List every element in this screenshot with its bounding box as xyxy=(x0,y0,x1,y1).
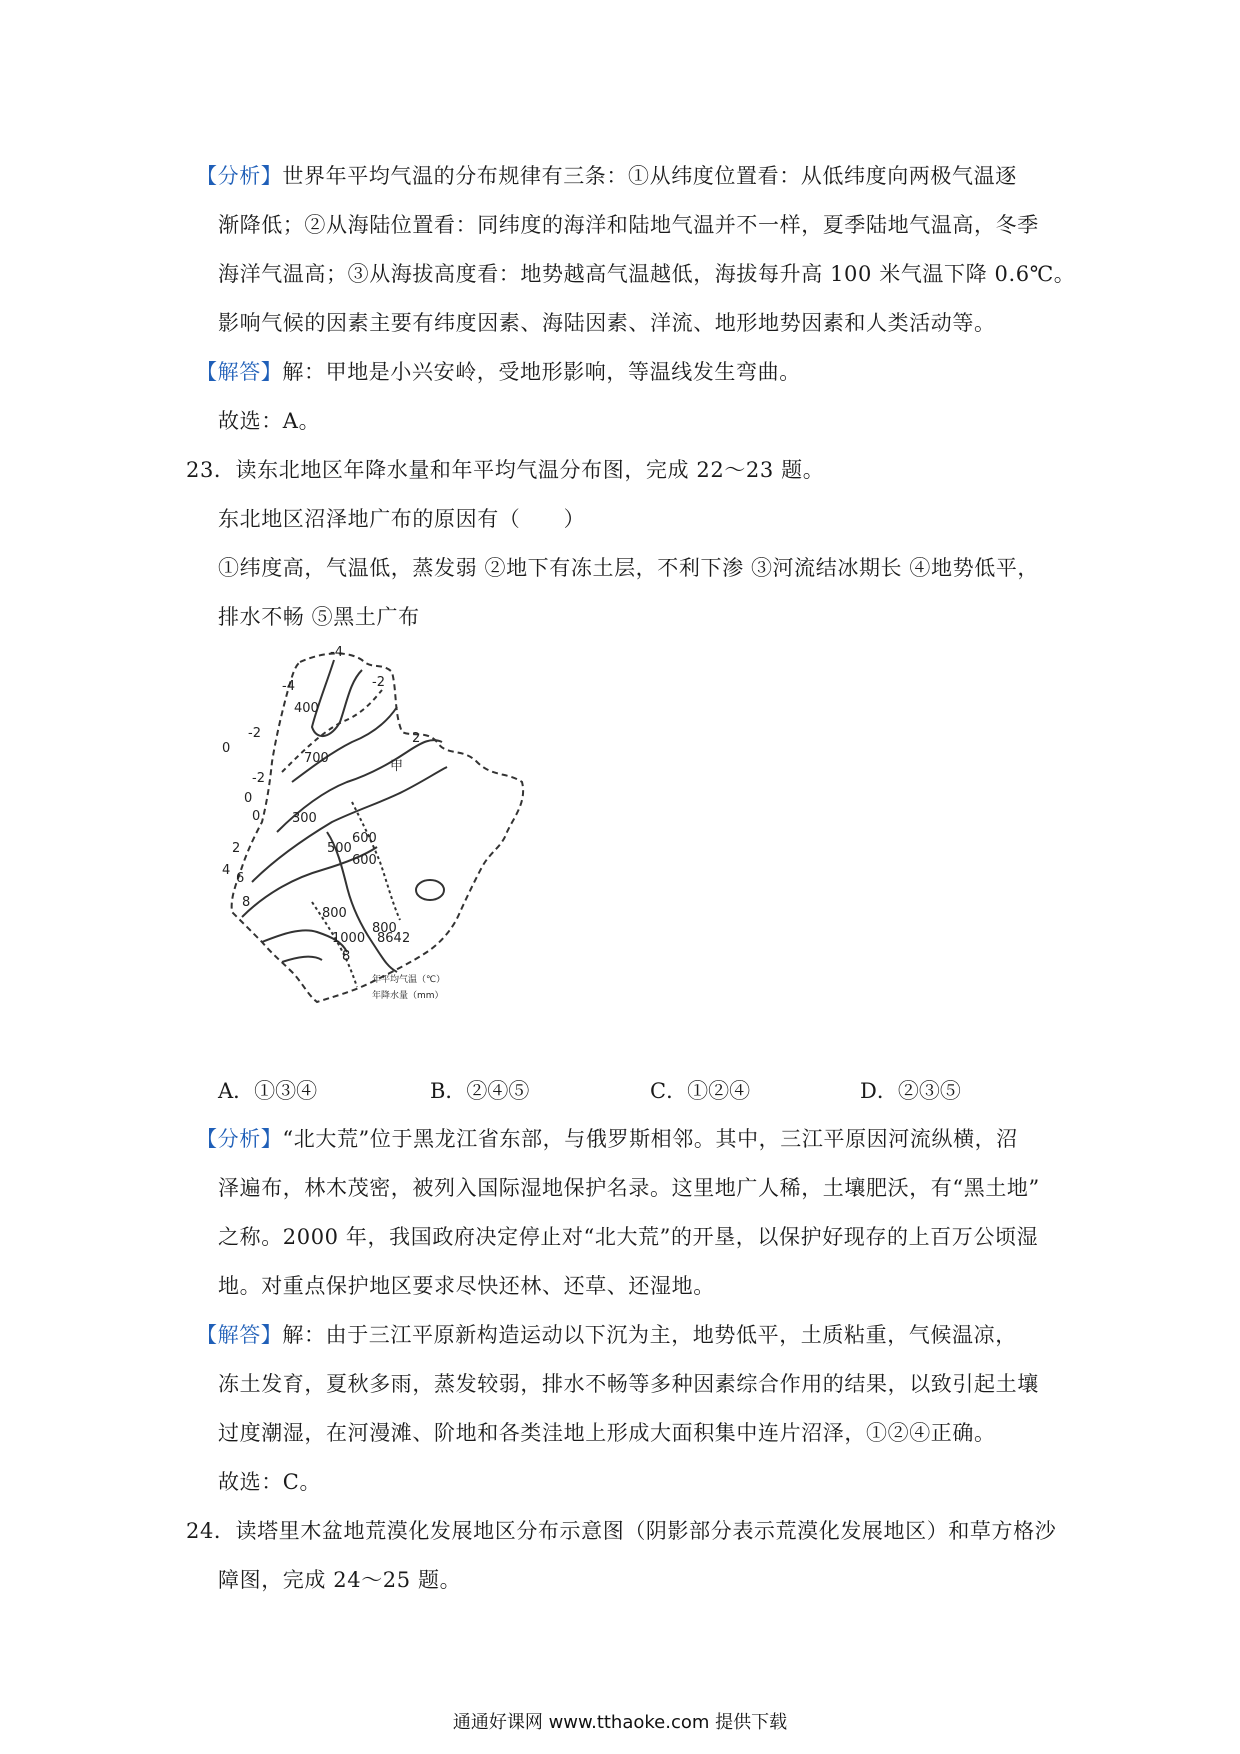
option-c: C．①②④ xyxy=(650,1079,751,1103)
analysis-paragraph-line: 泽遍布，林木茂密，被列入国际湿地保护名录。这里地广人稀，土壤肥沃，有“黑土地” xyxy=(218,1176,1040,1200)
analysis-paragraph-line: 渐降低；②从海陆位置看：同纬度的海洋和陆地气温并不一样，夏季陆地气温高，冬季 xyxy=(218,213,1039,237)
answer-paragraph-line: 冻土发育，夏秋多雨，蒸发较弱，排水不畅等多种因素综合作用的结果，以致引起土壤 xyxy=(218,1372,1039,1396)
map-label: 400 xyxy=(294,701,319,716)
map-label: 2 xyxy=(402,931,411,946)
answer-choice: 故选：A。 xyxy=(218,409,321,433)
analysis-paragraph-line: 地。对重点保护地区要求尽快还林、还草、还湿地。 xyxy=(218,1274,715,1298)
map-label: 300 xyxy=(292,811,317,826)
map-label: 1000 xyxy=(332,931,366,946)
analysis-paragraph-line: 影响气候的因素主要有纬度因素、海陆因素、洋流、地形地势因素和人类活动等。 xyxy=(218,311,996,335)
answer-paragraph-line: 过度潮湿，在河漫滩、阶地和各类洼地上形成大面积集中连片沼泽，①②④正确。 xyxy=(218,1421,996,1445)
option-d: D．②③⑤ xyxy=(860,1079,961,1103)
footer-text: 通通好课网 www.tthaoke.com 提供下载 xyxy=(452,1712,788,1733)
question-stem: 障图，完成 24～25 题。 xyxy=(218,1568,462,1592)
map-label: 8 xyxy=(342,949,351,964)
analysis-tag: 【分析】 xyxy=(196,1127,283,1151)
option-b: B．②④⑤ xyxy=(430,1079,530,1103)
map-label: 800 xyxy=(372,921,397,936)
map-label: -2 xyxy=(248,726,261,741)
option-a: A．①③④ xyxy=(218,1079,318,1103)
analysis-paragraph-line: 【分析】“北大荒”位于黑龙江省东部，与俄罗斯相邻。其中，三江平原因河流纵横，沼 xyxy=(196,1127,1018,1151)
map-label: 0 xyxy=(222,741,231,756)
map-legend: 年平均气温（℃） xyxy=(372,975,446,985)
analysis-paragraph-line: 之称。2000 年，我国政府决定停止对“北大荒”的开垦，以保护好现存的上百万公顷湿 xyxy=(218,1225,1039,1249)
answer-paragraph-line: 【解答】解：甲地是小兴安岭，受地形影响，等温线发生弯曲。 xyxy=(196,360,801,384)
analysis-paragraph-line: 【分析】世界年平均气温的分布规律有三条：①从纬度位置看：从低纬度向两极气温逐 xyxy=(196,164,1017,188)
map-label: 6 xyxy=(236,871,245,886)
map-label: 2 xyxy=(232,841,241,856)
map-label: -4 xyxy=(282,679,295,694)
question-items: ①纬度高，气温低，蒸发弱 ②地下有冻土层，不利下渗 ③河流结冰期长 ④地势低平， xyxy=(218,556,1040,580)
isotherm-line xyxy=(292,707,397,782)
map-label: 800 xyxy=(322,906,347,921)
map-label: 4 xyxy=(222,863,231,878)
map-label: 600 xyxy=(352,853,377,868)
map-label: 甲 xyxy=(390,759,404,774)
isotherm-line xyxy=(252,767,447,882)
northeast-climate-map xyxy=(222,642,532,1042)
question-text: 东北地区沼泽地广布的原因有（ ） xyxy=(218,507,586,531)
map-label: 700 xyxy=(304,751,329,766)
map-legend: 年降水量（mm） xyxy=(372,991,444,1001)
map-label: 600 xyxy=(352,831,377,846)
question-stem: 23．读东北地区年降水量和年平均气温分布图，完成 22～23 题。 xyxy=(186,458,825,482)
map-label: -2 xyxy=(252,771,265,786)
map-label: 500 xyxy=(327,841,352,856)
isohyet-line xyxy=(416,880,444,900)
answer-tag: 【解答】 xyxy=(196,360,283,384)
isohyet-line xyxy=(282,957,322,962)
map-label: 864 xyxy=(377,931,402,946)
question-stem: 24．读塔里木盆地荒漠化发展地区分布示意图（阴影部分表示荒漠化发展地区）和草方格沙 xyxy=(186,1519,1057,1543)
answer-paragraph-line: 【解答】解：由于三江平原新构造运动以下沉为主，地势低平，土质粘重，气候温凉， xyxy=(196,1323,1017,1347)
map-label: 2 xyxy=(412,731,421,746)
map-label: -4 xyxy=(330,645,343,660)
answer-choice: 故选：C。 xyxy=(218,1470,322,1494)
analysis-paragraph-line: 海洋气温高；③从海拔高度看：地势越高气温越低，海拔每升高 100 米气温下降 0.6℃。 xyxy=(218,262,1076,286)
map-label: 0 xyxy=(244,791,253,806)
answer-tag: 【解答】 xyxy=(196,1323,283,1347)
map-label: -2 xyxy=(372,675,385,690)
question-items: 排水不畅 ⑤黑土广布 xyxy=(218,605,420,629)
map-label: 8 xyxy=(242,895,251,910)
map-label: 0 xyxy=(252,809,261,824)
analysis-tag: 【分析】 xyxy=(196,164,283,188)
